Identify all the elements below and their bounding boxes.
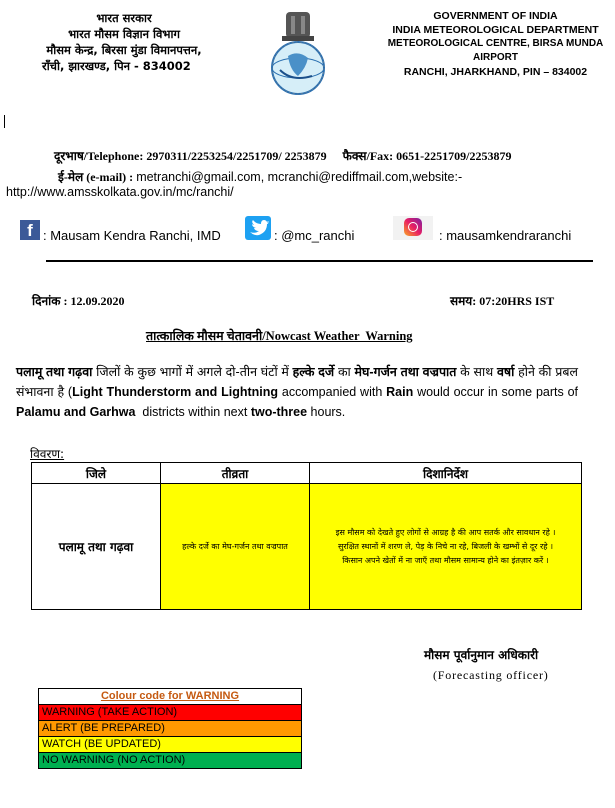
body-districts: पलामू तथा गढ़वा <box>16 365 93 379</box>
body-text-2: का <box>334 365 355 379</box>
instagram-icon[interactable] <box>393 216 433 240</box>
warning-body <box>16 362 585 422</box>
header-divider <box>46 260 593 262</box>
english-header-line-2: INDIA METEOROLOGICAL DEPARTMENT <box>392 24 599 36</box>
colour-row-no-warning <box>39 752 301 768</box>
facebook-icon[interactable]: f <box>20 220 40 240</box>
facebook-handle[interactable]: : Mausam Kendra Ranchi, IMD <box>43 228 221 243</box>
email-value[interactable]: metranchi@gmail.com, mcranchi@rediffmail.com,website:- <box>136 170 463 184</box>
colour-code-title: Colour code for WARNING <box>39 689 301 704</box>
warning-title: तात्कालिक मौसम चेतावनी/Nowcast Weather Warning <box>146 329 413 343</box>
colour-row-alert <box>39 720 301 736</box>
date-text: दिनांक : 12.09.2020 <box>32 294 125 308</box>
phone-value: 2970311/2253254/2251709/ 2253879 <box>146 149 327 163</box>
signature-subtitle: (Forecasting officer) <box>433 668 549 682</box>
body-english-rain: Rain <box>386 385 414 399</box>
phone-label: दूरभाष/Telephone: <box>54 149 147 163</box>
body-english-duration: two-three <box>250 405 308 419</box>
fax-label: फैक्स/Fax: <box>342 149 397 163</box>
body-english-phenomenon: Light Thunderstorm and Lightning <box>72 385 279 399</box>
colour-row-warning-label: WARNING (TAKE ACTION) <box>42 706 178 718</box>
guidelines-cell <box>310 484 582 610</box>
district-name: पलामू तथा गढ़वा <box>58 540 134 554</box>
hindi-header-line-4: राँची, झारखण्ड, पिन - 834002 <box>42 59 191 73</box>
email-label: ई-मेल (e-mail) : <box>58 170 137 184</box>
time-text: समय: 07:20HRS IST <box>450 294 555 308</box>
details-label: विवरण: <box>30 447 65 461</box>
body-text-7: districts within next <box>135 405 251 419</box>
body-english-districts: Palamu and Garhwa <box>16 405 136 419</box>
body-phenomenon: मेघ-गर्जन तथा वज्रपात <box>354 365 457 379</box>
body-text-5: accompanied with <box>278 385 387 399</box>
colour-row-warning <box>39 704 301 720</box>
phone-fax-line <box>54 147 512 164</box>
guideline-1: इस मौसम को देखते हुए लोगों से आग्रह है की आप सतर्क और सावधान रहे । <box>335 527 556 537</box>
instagram-handle[interactable]: : mausamkendraranchi <box>439 228 572 243</box>
imd-logo <box>262 10 334 102</box>
district-cell <box>32 484 161 610</box>
body-intensity: हल्के दर्जे <box>292 365 335 379</box>
intensity-cell <box>161 484 310 610</box>
colour-row-watch <box>39 736 301 752</box>
english-header-line-4: RANCHI, JHARKHAND, PIN – 834002 <box>403 66 588 78</box>
twitter-handle[interactable]: : @mc_ranchi <box>274 228 355 243</box>
english-header-line-1: GOVERNMENT OF INDIA <box>433 10 558 22</box>
header-district: जिले <box>32 463 161 484</box>
intensity-text: हल्के दर्जे का मेघ-गर्जन तथा वज्रपात <box>182 542 288 551</box>
body-text-1: जिलों के कुछ भागों में अगले दो-तीन घंटों में <box>92 365 293 379</box>
colour-row-no-warning-label: NO WARNING (NO ACTION) <box>42 754 186 766</box>
header-guidelines: दिशानिर्देश <box>310 463 582 484</box>
colour-code-legend <box>38 688 302 769</box>
body-text-8: hours. <box>307 405 346 419</box>
hindi-header-line-3: मौसम केन्द्र, बिरसा मुंडा विमानपत्तन, <box>46 43 202 57</box>
header-intensity: तीव्रता <box>161 463 310 484</box>
body-rain: वर्षा <box>496 365 515 379</box>
guideline-2: सुरक्षित स्थानों में शरण ले, पेड़ के निचे ना रहे, बिजली के खम्भों से दूर रहे । <box>337 541 554 551</box>
email-line <box>58 168 462 185</box>
english-header-line-3: METEOROLOGICAL CENTRE, BIRSA MUNDA AIRPORT <box>387 38 604 63</box>
body-text-3: के साथ <box>456 365 497 379</box>
body-text-4: होने की प्रबल संभावना है ( <box>16 365 578 399</box>
website-link[interactable]: http://www.amsskolkata.gov.in/mc/ranchi/ <box>6 185 234 199</box>
english-header <box>378 9 613 79</box>
hindi-header-line-2: भारत मौसम विज्ञान विभाग <box>68 27 180 41</box>
body-text-6: would occur in some parts of <box>413 385 585 399</box>
fax-value: 0651-2251709/2253879 <box>396 149 512 163</box>
text-cursor <box>4 115 5 128</box>
website-line <box>6 185 234 200</box>
colour-row-watch-label: WATCH (BE UPDATED) <box>42 738 161 750</box>
signature-title: मौसम पूर्वानुमान अधिकारी <box>424 648 539 662</box>
warning-table <box>31 462 582 610</box>
hindi-header-line-1: भारत सरकार <box>96 11 152 25</box>
colour-row-alert-label: ALERT (BE PREPARED) <box>42 722 165 734</box>
guideline-3: किसान अपने खेतों में ना जाएँ तथा मौसम सामान्य होने का इंतज़ार करें । <box>342 555 549 565</box>
twitter-icon[interactable] <box>245 216 271 240</box>
hindi-header <box>24 10 224 74</box>
